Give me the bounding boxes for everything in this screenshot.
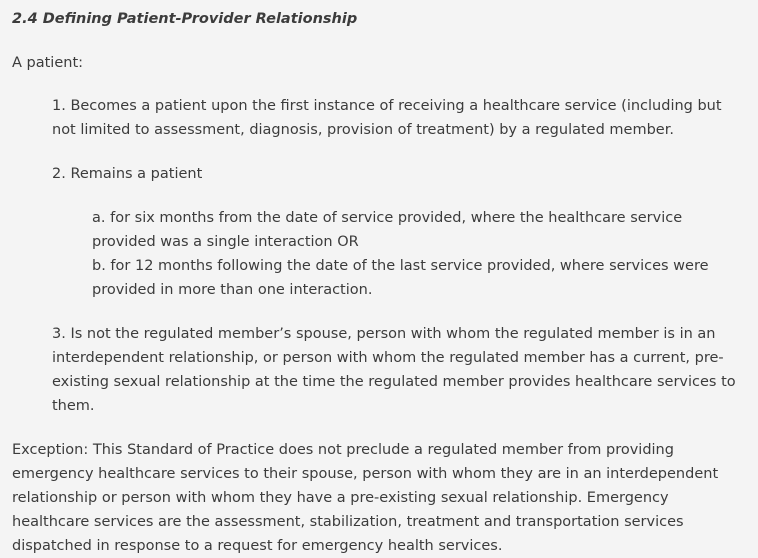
list-item-3: 3. Is not the regulated member’s spouse, person with whom the regulated member is in an interdependent relationship, or person with whom the regulated member has a current, pre-existing sexual relationship at the time the regulated member provides healthcare services to them.	[52, 326, 736, 414]
sub-item-a: a. for six months from the date of service provided, where the healthcare service provided was a single interaction OR	[92, 210, 683, 250]
exception-paragraph: Exception: This Standard of Practice does not preclude a regulated member from providing emergency healthcare services to their spouse, person with whom they are in an interdependent relationship or person with whom they have a pre-existing sexual relationship. Emergency healthcare services are the assessment, stabilization, treatment and transportation services dispatched in response to a request for emergency health services.	[12, 442, 719, 554]
sub-item-b: b. for 12 months following the date of the last service provided, where services were provided in more than one interaction.	[92, 258, 709, 298]
sub-list	[92, 206, 748, 302]
list-item-2: 2. Remains a patient	[52, 166, 203, 182]
intro-text: A patient:	[12, 55, 84, 71]
list-item-1: 1. Becomes a patient upon the first instance of receiving a healthcare service (including but not limited to assessment, diagnosis, provision of treatment) by a regulated member.	[52, 98, 722, 138]
section-heading: 2.4 Defining Patient-Provider Relationship	[12, 11, 358, 27]
